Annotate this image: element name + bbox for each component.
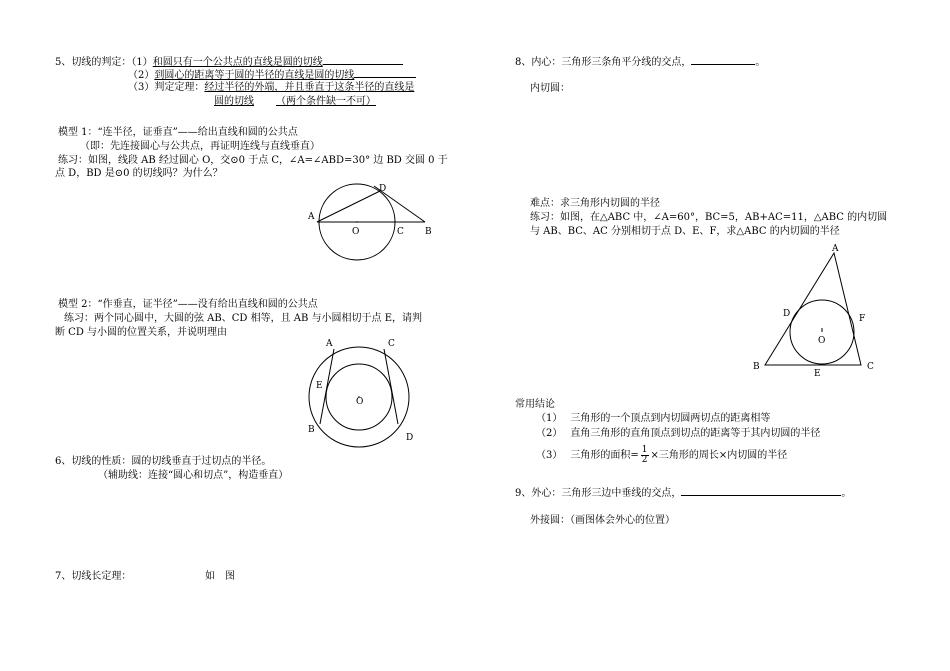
label-D: D xyxy=(379,184,387,194)
conclusion-2: （2） 直角三角形的直角顶点到切点的距离等于其内切圆的半径 xyxy=(536,428,821,439)
label-O: O xyxy=(818,336,826,346)
criterion-2-row: （2）到圆心的距离等于圆的半径的直线是圆的切线 xyxy=(128,67,416,82)
label-C: C xyxy=(388,339,395,349)
label-A: A xyxy=(308,212,315,222)
section6-auxiliary: （辅助线：连接“圆心和切点”，构造垂直） xyxy=(98,470,289,481)
conclusion-1: （1） 三角形的一个顶点到内切圆两切点的距离相等 xyxy=(536,413,771,424)
label-C: C xyxy=(397,227,404,237)
criterion-3-row: （3）判定定理：经过半径的外端，并且垂直于这条半径的直线是 xyxy=(128,82,415,93)
label-A: A xyxy=(326,339,333,349)
blank-line xyxy=(354,67,416,78)
common-conclusions-title: 常用结论 xyxy=(515,399,555,410)
incircle-exercise-line2: 与 AB、BC、AC 分别相切于点 D、E、F，求△ABC 的内切圆的半径 xyxy=(530,226,840,237)
label-B: B xyxy=(425,227,432,237)
blank-line xyxy=(323,54,403,65)
label-B: B xyxy=(753,362,760,372)
fraction-one-half: $\frac{1}{2}$ xyxy=(641,445,648,465)
incircle-exercise-line1: 练习：如图，在△ABC 中，∠A=60°，BC=5，AB+AC=11，△ABC 的内切圆 xyxy=(530,212,888,223)
difficulty-note: 难点：求三角形内切圆的半径 xyxy=(530,198,660,209)
criterion-2: 到圆心的距离等于圆的半径的直线是圆的切线 xyxy=(154,70,355,81)
conclusion-3: （3） 三角形的面积= $\frac{1}{2}$ ×三角形的周长×内切圆的半径 xyxy=(536,445,788,465)
label-B: B xyxy=(308,425,315,435)
label-A: A xyxy=(832,244,839,254)
section9-title: 9、外心：三角形三边中垂线的交点， 。 xyxy=(515,485,851,500)
label-C: C xyxy=(867,362,874,372)
section7-title: 7、切线长定理： xyxy=(55,571,132,582)
blank-line xyxy=(691,54,755,65)
section8-title: 8、内心：三角形三条角平分线的交点， 。 xyxy=(515,54,765,69)
circumcircle-label: 外接圆：（画图体会外心的位置） xyxy=(530,515,675,526)
label-O: O xyxy=(352,227,360,237)
model1-exercise-line1: 练习：如图，线段 AB 经过圆心 O，交⊙0 于点 C，∠A=∠ABD=30° 边 BD 交圆 0 于 xyxy=(58,155,448,166)
criterion-3: 经过半径的外端，并且垂直于这条半径的直线是 xyxy=(204,82,415,93)
label-F: F xyxy=(859,314,866,324)
model2-exercise-line1: 练习：两个同心圆中，大圆的弦 AB、CD 相等，且 AB 与小圆相切于点 E，请判 xyxy=(64,313,423,324)
label-D: D xyxy=(783,309,791,319)
figure-concentric-circles xyxy=(300,332,430,452)
figure-triangle-incircle xyxy=(745,240,885,380)
section7-figure-label: 如 图 xyxy=(205,571,235,582)
model1-exercise-line2: 点 D，BD 是⊙0 的切线吗？为什么？ xyxy=(55,168,223,179)
label-O: O xyxy=(356,397,364,407)
model1-note: （即：先连接圆心与公共点，再证明连线与直线垂直） xyxy=(80,141,320,152)
incircle-label: 内切圆： xyxy=(530,83,570,94)
model1-title: 模型 1：“连半径，证垂直”——给出直线和圆的公共点 xyxy=(58,127,298,138)
criterion-3-cont: 圆的切线 （两个条件缺一不可） xyxy=(214,96,376,107)
label-E: E xyxy=(814,369,821,379)
figure-circle-tangent xyxy=(300,170,450,270)
model2-title: 模型 2：“作垂直，证半径”——没有给出直线和圆的公共点 xyxy=(58,299,318,310)
label-E: E xyxy=(316,381,323,391)
criterion-1: 和圆只有一个公共点的直线是圆的切线 xyxy=(152,57,323,68)
label-D: D xyxy=(406,433,414,443)
model2-exercise-line2: 断 CD 与小圆的位置关系，并说明理由 xyxy=(55,327,228,338)
blank-line xyxy=(681,485,841,496)
section5-title: 5、切线的判定：（1）和圆只有一个公共点的直线是圆的切线 xyxy=(55,54,403,69)
section6-title: 6、切线的性质：圆的切线垂直于过切点的半径。 xyxy=(55,456,272,467)
